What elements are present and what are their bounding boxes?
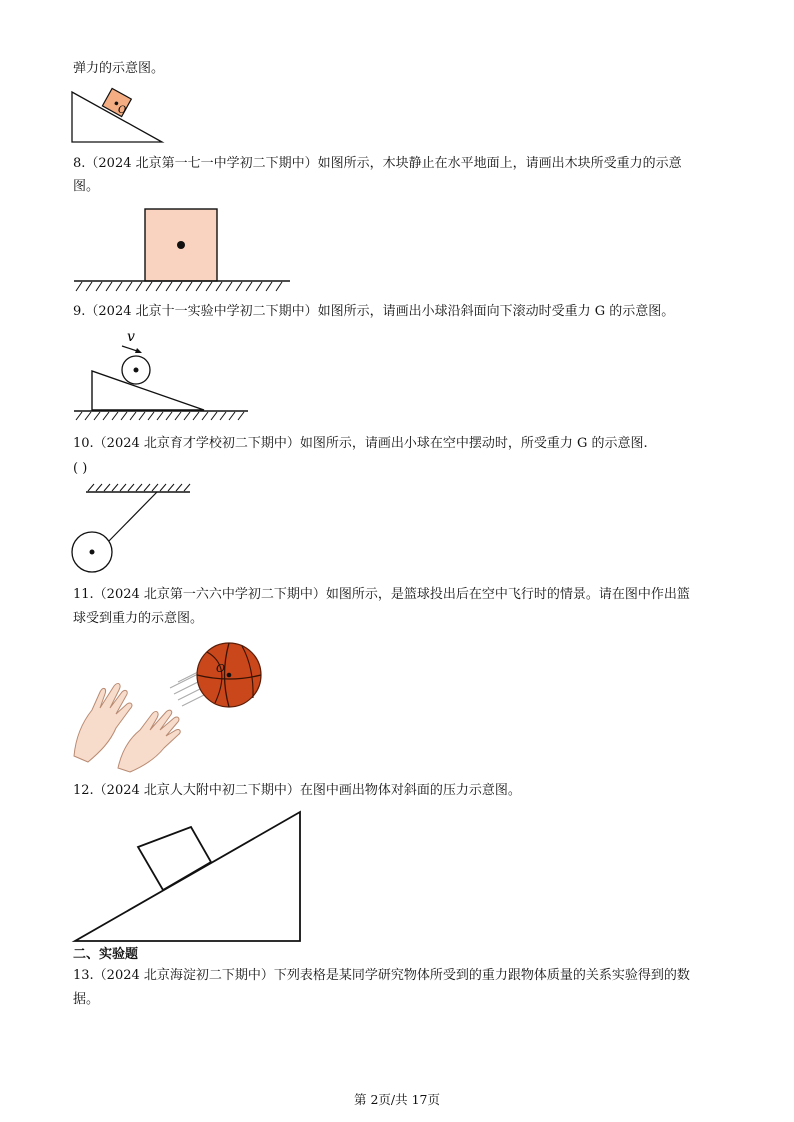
page-footer: 第 2页/共 17页 (353, 1092, 441, 1107)
q8-text-line1: 8.（2024 北京第一七一中学初二下期中）如图所示，木块静止在水平地面上，请画出木块所受重力的示意 (73, 156, 682, 171)
basketball-throw-figure (70, 638, 270, 773)
ceiling-hatching (88, 484, 190, 491)
q10-answer-blank: ( ) (73, 461, 88, 476)
block-on-slope-figure (72, 808, 307, 946)
ground-hatching (76, 282, 282, 291)
prev-question-tail: 弹力的示意图。 (73, 61, 165, 76)
q13-text-line2: 据。 (73, 992, 100, 1007)
pendulum-string (106, 492, 157, 544)
point-o-label: O (216, 662, 226, 675)
q10-text: 10.（2024 北京育才学校初二下期中）如图所示，请画出小球在空中摆动时，所受重力 G 的示意图. (73, 436, 648, 451)
rolling-ball-figure (72, 326, 252, 426)
wood-block-figure (72, 205, 292, 297)
block-on-slope (138, 827, 211, 890)
q13-text-line1: 13.（2024 北京海淀初二下期中）下列表格是某同学研究物体所受到的重力跟物体质量的关系实验得到的数 (73, 968, 690, 983)
left-hand (74, 683, 132, 762)
pendulum-figure (70, 482, 195, 577)
q8-text-line2: 图。 (73, 179, 100, 194)
q12-text: 12.（2024 北京人大附中初二下期中）在图中画出物体对斜面的压力示意图。 (73, 783, 521, 798)
q11-text-line2: 球受到重力的示意图。 (73, 611, 204, 626)
velocity-label: v (127, 329, 135, 345)
point-o-label: O (118, 105, 127, 116)
q9-text: 9.（2024 北京十一实验中学初二下期中）如图所示，请画出小球沿斜面向下滚动时受重力 G 的示意图。 (73, 304, 675, 319)
center-of-gravity-dot (177, 241, 185, 249)
incline-block-figure (70, 88, 165, 144)
center-point (227, 673, 232, 678)
section-heading-experiment: 二、实验题 (73, 947, 139, 962)
right-hand (118, 710, 180, 772)
q11-text-line1: 11.（2024 北京第一六六中学初二下期中）如图所示，是篮球投出后在空中飞行时的情景。请在图中作出篮 (73, 587, 690, 602)
